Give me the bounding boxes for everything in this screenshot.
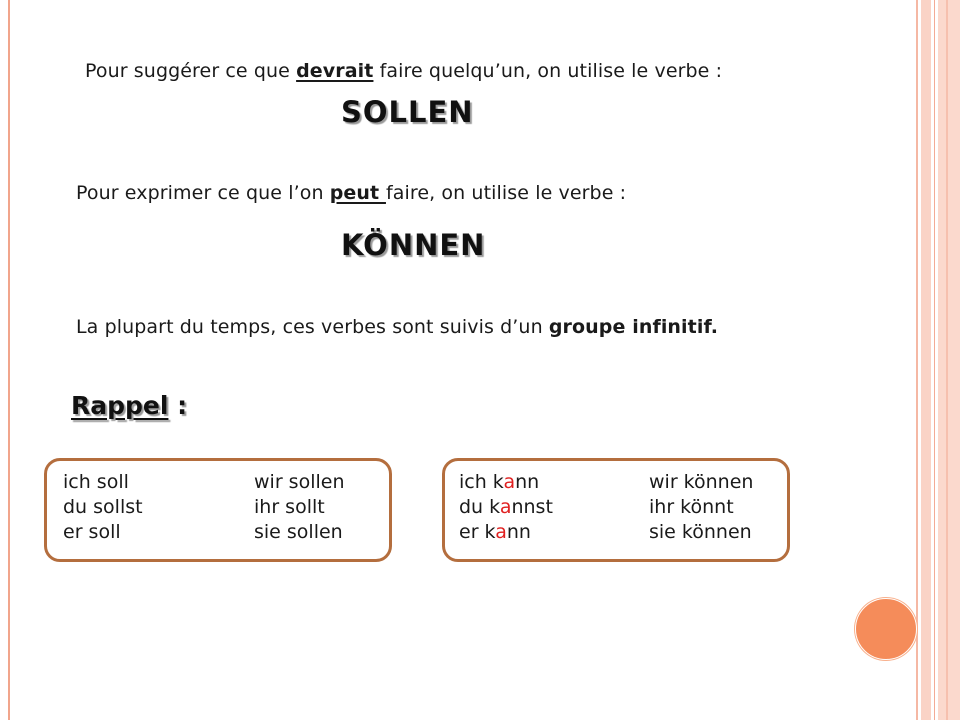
stripe [921,0,931,720]
stripe [946,0,948,720]
rappel-colon: : [168,391,188,420]
stripe [916,0,918,720]
infinitive-note [76,316,718,338]
conjugation-row: wir sollen [254,471,345,493]
conjugation-row: du kannst [459,496,553,518]
verb-koennen-heading: KÖNNEN [341,228,486,262]
conjugation-row: ich soll [63,471,129,493]
sollen-plural-column [254,470,344,545]
conjugation-row: ihr sollt [254,496,325,518]
koennen-conjugation-box [442,458,790,562]
conjugation-row: wir können [649,471,754,493]
intro-sollen-keyword: devrait [296,60,374,82]
stripe [938,0,960,720]
koennen-singular-column [459,470,553,545]
conjugation-row: sie sollen [254,521,343,543]
orange-circle-decoration [855,598,917,660]
intro-koennen-text [76,182,626,204]
intro-sollen-text [85,60,722,82]
highlighted-vowel: a [495,521,507,543]
highlighted-vowel: a [503,471,516,493]
sollen-singular-column [63,470,143,545]
intro-sollen-after: faire quelqu’un, on utilise le verbe : [373,60,723,82]
conjugation-row: du sollst [63,496,143,518]
conjugation-row: ich kann [459,471,540,493]
highlighted-vowel: a [499,496,512,518]
stripe [934,0,935,720]
rappel-word: Rappel [71,391,169,420]
conjugation-row: sie können [649,521,752,543]
intro-sollen-before: Pour suggérer ce que [85,60,297,82]
note-text: La plupart du temps, ces verbes sont suivis d’un [76,316,549,338]
conjugation-row: ihr könnt [649,496,734,518]
verb-sollen-heading: SOLLEN [341,95,474,129]
note-bold-term: groupe infinitif. [548,316,719,338]
conjugation-row: er soll [63,521,121,543]
left-decorative-line [8,0,10,720]
intro-koennen-after: faire, on utilise le verbe : [385,182,627,204]
sollen-conjugation-box [44,458,392,562]
right-decorative-stripes [910,0,960,720]
intro-koennen-before: Pour exprimer ce que l’on [76,182,330,204]
rappel-heading [71,391,187,420]
intro-koennen-keyword: peut [329,182,386,204]
koennen-plural-column [649,470,753,545]
conjugation-row: er kann [459,521,531,543]
